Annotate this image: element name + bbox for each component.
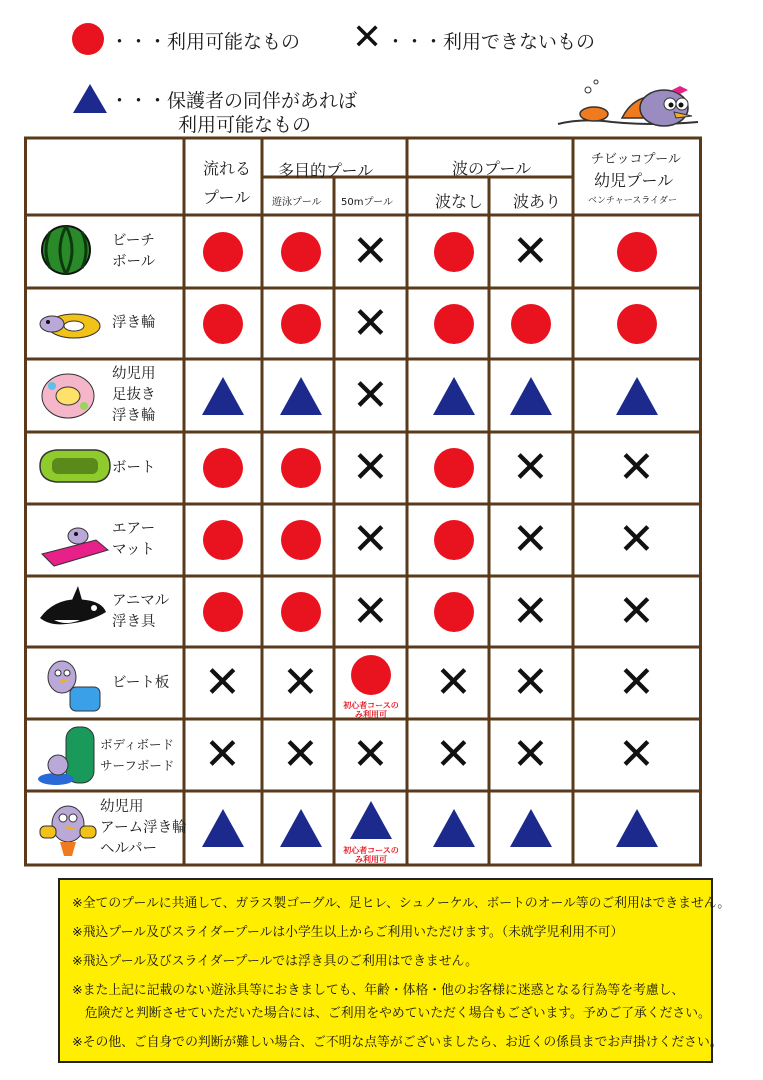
- unavailable-cross-icon: ✕: [352, 297, 389, 349]
- legend-available-text: ・・・利用可能なもの: [110, 31, 301, 53]
- available-circle-icon: [203, 232, 243, 272]
- beginner-lane-only-note: 初心者コースのみ利用可: [343, 846, 399, 864]
- item-label-line: ボート: [112, 459, 156, 476]
- item-label: [100, 734, 174, 776]
- guardian-triangle-icon: [616, 377, 658, 415]
- unavailable-cross-icon: ✕: [204, 729, 241, 780]
- available-circle-icon: [617, 304, 657, 344]
- unavailable-cross-icon: ✕: [512, 657, 549, 708]
- item-label-line: ヘルパー: [100, 840, 157, 857]
- unavailable-cross-icon: ✕: [618, 585, 655, 637]
- boat-icon: [36, 438, 114, 502]
- unavailable-cross-icon: ✕: [435, 729, 472, 780]
- unavailable-cross-icon: ✕: [512, 442, 549, 493]
- legend-cross-icon: ✕: [352, 17, 383, 58]
- available-circle-icon: [434, 448, 474, 488]
- unavailable-cross-icon: ✕: [512, 729, 549, 780]
- item-label-line: エアー: [112, 521, 156, 537]
- available-circle-icon: [511, 304, 551, 344]
- item-label-line: マット: [112, 542, 155, 558]
- header-venture-slider: ベンチャースライダー: [588, 196, 678, 206]
- available-circle-icon: [203, 592, 243, 632]
- available-circle-icon: [434, 592, 474, 632]
- unavailable-cross-icon: ✕: [352, 585, 389, 637]
- unavailable-cross-icon: ✕: [512, 225, 549, 277]
- header-kids-pool: チビッコプール: [591, 152, 681, 167]
- unavailable-cross-icon: ✕: [282, 657, 319, 708]
- swimming-bird-mascot-icon: [552, 68, 702, 138]
- notes-box: [58, 878, 731, 1063]
- available-circle-icon: [434, 304, 474, 344]
- unavailable-cross-icon: ✕: [352, 225, 389, 277]
- beginner-lane-only-note: 初心者コースのみ利用可: [343, 701, 399, 719]
- unavailable-cross-icon: ✕: [618, 729, 655, 780]
- legend-circle-icon: [72, 23, 104, 55]
- item-label: [112, 673, 169, 694]
- guardian-triangle-icon: [350, 801, 392, 839]
- notes-list: [72, 892, 731, 1060]
- item-label: [112, 591, 169, 633]
- note-line: 危険だと判断させていただいた場合には、ご利用をやめていただく場合もございます。予めご了承ください。: [72, 1006, 711, 1021]
- note-line: ※また上記に記載のない遊泳具等におきましても、年齢・体格・他のお客様に迷惑となる行為等を考慮し、: [72, 983, 685, 998]
- legend-triangle-icon: [73, 84, 107, 113]
- note-line: ※飛込プール及びスライダープールは小学生以上からご利用いただけます。（未就学児利用不可）: [72, 925, 624, 940]
- item-label-line: 幼児用: [112, 366, 156, 382]
- available-circle-icon: [281, 520, 321, 560]
- unavailable-cross-icon: ✕: [618, 514, 655, 565]
- unavailable-cross-icon: ✕: [352, 514, 389, 565]
- guardian-triangle-icon: [616, 809, 658, 847]
- header-lazy-river-2: プール: [203, 188, 251, 207]
- header-wave-pool: 波のプール: [452, 159, 532, 178]
- item-label: [112, 519, 155, 561]
- header-no-waves: 波なし: [435, 192, 484, 211]
- kickboard-icon: [36, 653, 114, 717]
- guardian-triangle-icon: [510, 377, 552, 415]
- item-label-line: 足抜き: [112, 387, 156, 403]
- unavailable-cross-icon: ✕: [204, 657, 241, 708]
- guardian-triangle-icon: [280, 809, 322, 847]
- available-circle-icon: [203, 304, 243, 344]
- guardian-triangle-icon: [202, 809, 244, 847]
- available-circle-icon: [434, 232, 474, 272]
- item-label-line: アーム浮き輪: [100, 819, 187, 836]
- available-circle-icon: [203, 448, 243, 488]
- legend-guardian-text-2: 利用可能なもの: [178, 114, 312, 136]
- item-label-line: 浮き輪: [112, 315, 156, 331]
- header-toddler-pool: 幼児プール: [594, 171, 674, 190]
- guardian-triangle-icon: [433, 809, 475, 847]
- unavailable-cross-icon: ✕: [352, 729, 389, 780]
- header-50m-pool: 50mプール: [341, 197, 393, 208]
- unavailable-cross-icon: ✕: [352, 442, 389, 493]
- available-circle-icon: [351, 655, 391, 695]
- item-label-line: ボール: [112, 253, 156, 270]
- guardian-triangle-icon: [510, 809, 552, 847]
- item-label-line: 幼児用: [100, 798, 144, 815]
- item-label-line: アニマル: [112, 592, 170, 609]
- available-circle-icon: [281, 448, 321, 488]
- available-circle-icon: [281, 304, 321, 344]
- unavailable-cross-icon: ✕: [618, 657, 655, 708]
- item-label-line: ビーチ: [112, 232, 155, 249]
- note-line: ※その他、ご自身での判断が難しい場合、ご不明な点等がございましたら、お近くの係員までお声掛けください。: [72, 1035, 723, 1050]
- unavailable-cross-icon: ✕: [352, 369, 389, 421]
- item-label-line: 浮き具: [112, 613, 156, 630]
- float-ring-icon: [36, 294, 114, 358]
- item-label: [112, 313, 156, 334]
- unavailable-cross-icon: ✕: [512, 514, 549, 565]
- toddler-float-icon: [36, 366, 114, 430]
- unavailable-cross-icon: ✕: [282, 729, 319, 780]
- guardian-triangle-icon: [202, 377, 244, 415]
- watermelon-beach-ball-icon: [36, 222, 114, 286]
- orca-float-icon: [36, 582, 114, 646]
- item-label: [112, 364, 156, 427]
- unavailable-cross-icon: ✕: [512, 585, 549, 637]
- header-multi-pool: 多目的プール: [278, 161, 374, 180]
- note-line: ※全てのプールに共通して、ガラス製ゴーグル、足ヒレ、シュノーケル、ボートのオール等のご利用はできません。: [72, 896, 731, 911]
- header-with-waves: 波あり: [513, 192, 562, 211]
- legend-guardian-text-1: ・・・保護者の同伴があれば: [110, 90, 358, 112]
- available-circle-icon: [281, 592, 321, 632]
- header-lazy-river-1: 流れる: [203, 159, 252, 178]
- item-label: [112, 231, 155, 273]
- legend-unavailable-text: ・・・利用できないもの: [386, 31, 596, 53]
- guardian-triangle-icon: [433, 377, 475, 415]
- item-label-line: サーフボード: [100, 758, 175, 773]
- header-swim-pool: 遊泳プール: [272, 197, 322, 208]
- item-label: [100, 797, 187, 860]
- guardian-triangle-icon: [280, 377, 322, 415]
- air-mat-icon: [36, 510, 114, 574]
- unavailable-cross-icon: ✕: [618, 442, 655, 493]
- item-label: [112, 458, 156, 479]
- available-circle-icon: [203, 520, 243, 560]
- item-label-line: ビート板: [112, 674, 170, 691]
- available-circle-icon: [434, 520, 474, 560]
- available-circle-icon: [281, 232, 321, 272]
- item-label-line: ボディボード: [100, 737, 175, 752]
- item-label-line: 浮き輪: [112, 408, 156, 424]
- note-line: ※飛込プール及びスライダープールでは浮き具のご利用はできません。: [72, 954, 478, 969]
- unavailable-cross-icon: ✕: [435, 657, 472, 708]
- available-circle-icon: [617, 232, 657, 272]
